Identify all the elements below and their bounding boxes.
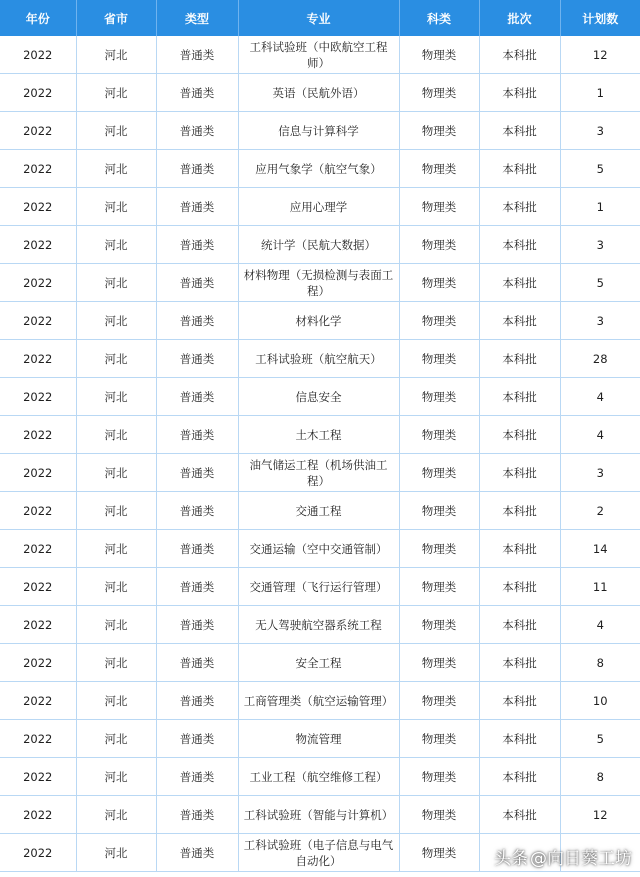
cell-subject: 物理类 xyxy=(399,492,479,530)
cell-year: 2022 xyxy=(0,644,76,682)
table-row xyxy=(0,682,640,720)
cell-major: 信息与计算科学 xyxy=(238,112,399,150)
cell-subject: 物理类 xyxy=(399,834,479,872)
cell-major: 英语（民航外语） xyxy=(238,74,399,112)
table-row xyxy=(0,340,640,378)
cell-major: 安全工程 xyxy=(238,644,399,682)
cell-batch: 本科批 xyxy=(479,492,560,530)
cell-batch: 本科批 xyxy=(479,150,560,188)
cell-major: 交通工程 xyxy=(238,492,399,530)
cell-major: 应用心理学 xyxy=(238,188,399,226)
cell-subject: 物理类 xyxy=(399,112,479,150)
cell-province: 河北 xyxy=(76,606,156,644)
cell-major: 物流管理 xyxy=(238,720,399,758)
cell-batch: 本科批 xyxy=(479,606,560,644)
cell-plan-count: 11 xyxy=(560,568,640,606)
cell-province: 河北 xyxy=(76,530,156,568)
table-header xyxy=(0,0,640,36)
cell-province: 河北 xyxy=(76,416,156,454)
cell-plan-count: 1 xyxy=(560,188,640,226)
cell-major: 信息安全 xyxy=(238,378,399,416)
table-row xyxy=(0,36,640,74)
table-row xyxy=(0,644,640,682)
table-row xyxy=(0,720,640,758)
table-row xyxy=(0,378,640,416)
cell-year: 2022 xyxy=(0,758,76,796)
cell-type: 普通类 xyxy=(156,568,238,606)
cell-batch: 本科批 xyxy=(479,416,560,454)
cell-year: 2022 xyxy=(0,226,76,264)
cell-major: 交通运输（空中交通管制） xyxy=(238,530,399,568)
cell-subject: 物理类 xyxy=(399,796,479,834)
cell-subject: 物理类 xyxy=(399,264,479,302)
cell-year: 2022 xyxy=(0,454,76,492)
cell-type: 普通类 xyxy=(156,378,238,416)
cell-subject: 物理类 xyxy=(399,758,479,796)
cell-province: 河北 xyxy=(76,36,156,74)
table-row xyxy=(0,758,640,796)
cell-plan-count: 3 xyxy=(560,112,640,150)
cell-type: 普通类 xyxy=(156,530,238,568)
cell-province: 河北 xyxy=(76,644,156,682)
cell-year: 2022 xyxy=(0,74,76,112)
cell-batch: 本科批 xyxy=(479,720,560,758)
table-row xyxy=(0,568,640,606)
cell-plan-count: 14 xyxy=(560,530,640,568)
cell-year: 2022 xyxy=(0,568,76,606)
cell-plan-count: 5 xyxy=(560,264,640,302)
table-row xyxy=(0,264,640,302)
watermark-author: @向日葵工坊 xyxy=(530,849,632,869)
cell-year: 2022 xyxy=(0,530,76,568)
table-row xyxy=(0,74,640,112)
cell-plan-count: 3 xyxy=(560,226,640,264)
table-row xyxy=(0,188,640,226)
cell-plan-count: 4 xyxy=(560,416,640,454)
cell-province: 河北 xyxy=(76,226,156,264)
cell-major: 统计学（民航大数据） xyxy=(238,226,399,264)
cell-province: 河北 xyxy=(76,454,156,492)
header-batch: 批次 xyxy=(479,0,560,36)
cell-major: 工商管理类（航空运输管理） xyxy=(238,682,399,720)
cell-major: 工科试验班（中欧航空工程师） xyxy=(238,36,399,74)
cell-year: 2022 xyxy=(0,606,76,644)
cell-year: 2022 xyxy=(0,796,76,834)
cell-type: 普通类 xyxy=(156,644,238,682)
cell-plan-count: 8 xyxy=(560,644,640,682)
cell-subject: 物理类 xyxy=(399,36,479,74)
cell-type: 普通类 xyxy=(156,74,238,112)
cell-batch: 本科批 xyxy=(479,36,560,74)
cell-batch: 本科批 xyxy=(479,644,560,682)
cell-subject: 物理类 xyxy=(399,530,479,568)
cell-subject: 物理类 xyxy=(399,188,479,226)
cell-province: 河北 xyxy=(76,264,156,302)
cell-subject: 物理类 xyxy=(399,416,479,454)
cell-batch: 本科批 xyxy=(479,530,560,568)
cell-province: 河北 xyxy=(76,568,156,606)
cell-province: 河北 xyxy=(76,758,156,796)
cell-type: 普通类 xyxy=(156,226,238,264)
cell-type: 普通类 xyxy=(156,302,238,340)
cell-type: 普通类 xyxy=(156,416,238,454)
cell-year: 2022 xyxy=(0,264,76,302)
cell-plan-count: 8 xyxy=(560,758,640,796)
table-row xyxy=(0,530,640,568)
cell-major: 材料物理（无损检测与表面工程） xyxy=(238,264,399,302)
table-row xyxy=(0,150,640,188)
cell-plan-count: 10 xyxy=(560,682,640,720)
cell-batch: 本科批 xyxy=(479,264,560,302)
table-row xyxy=(0,416,640,454)
cell-batch: 本科批 xyxy=(479,226,560,264)
cell-type: 普通类 xyxy=(156,150,238,188)
cell-province: 河北 xyxy=(76,720,156,758)
cell-year: 2022 xyxy=(0,36,76,74)
cell-year: 2022 xyxy=(0,682,76,720)
cell-batch: 本科批 xyxy=(479,188,560,226)
cell-major: 工业工程（航空维修工程） xyxy=(238,758,399,796)
cell-year: 2022 xyxy=(0,492,76,530)
cell-province: 河北 xyxy=(76,682,156,720)
cell-subject: 物理类 xyxy=(399,74,479,112)
header-subject: 科类 xyxy=(399,0,479,36)
cell-plan-count: 3 xyxy=(560,302,640,340)
table-row xyxy=(0,112,640,150)
cell-batch: 本科批 xyxy=(479,302,560,340)
cell-plan-count: 1 xyxy=(560,74,640,112)
cell-year: 2022 xyxy=(0,834,76,872)
cell-subject: 物理类 xyxy=(399,226,479,264)
cell-province: 河北 xyxy=(76,340,156,378)
cell-plan-count: 5 xyxy=(560,720,640,758)
cell-major: 材料化学 xyxy=(238,302,399,340)
cell-province: 河北 xyxy=(76,796,156,834)
header-type: 类型 xyxy=(156,0,238,36)
table-row xyxy=(0,454,640,492)
cell-type: 普通类 xyxy=(156,112,238,150)
cell-plan-count: 12 xyxy=(560,796,640,834)
cell-batch: 本科批 xyxy=(479,682,560,720)
cell-province: 河北 xyxy=(76,492,156,530)
cell-plan-count: 3 xyxy=(560,454,640,492)
cell-province: 河北 xyxy=(76,150,156,188)
cell-province: 河北 xyxy=(76,188,156,226)
cell-batch: 本科批 xyxy=(479,796,560,834)
cell-type: 普通类 xyxy=(156,682,238,720)
cell-major: 工科试验班（智能与计算机） xyxy=(238,796,399,834)
cell-type: 普通类 xyxy=(156,454,238,492)
table-body xyxy=(0,36,640,872)
header-row xyxy=(0,0,640,36)
cell-province: 河北 xyxy=(76,302,156,340)
watermark-brand: 头条 xyxy=(494,849,528,869)
cell-batch: 本科批 xyxy=(479,378,560,416)
header-year: 年份 xyxy=(0,0,76,36)
cell-subject: 物理类 xyxy=(399,682,479,720)
cell-province: 河北 xyxy=(76,378,156,416)
cell-type: 普通类 xyxy=(156,834,238,872)
cell-subject: 物理类 xyxy=(399,568,479,606)
table-row xyxy=(0,492,640,530)
cell-type: 普通类 xyxy=(156,758,238,796)
cell-major: 交通管理（飞行运行管理） xyxy=(238,568,399,606)
cell-province: 河北 xyxy=(76,74,156,112)
cell-type: 普通类 xyxy=(156,188,238,226)
cell-year: 2022 xyxy=(0,112,76,150)
cell-type: 普通类 xyxy=(156,340,238,378)
cell-major: 无人驾驶航空器系统工程 xyxy=(238,606,399,644)
table-row xyxy=(0,226,640,264)
cell-subject: 物理类 xyxy=(399,720,479,758)
cell-year: 2022 xyxy=(0,378,76,416)
cell-subject: 物理类 xyxy=(399,378,479,416)
cell-plan-count: 28 xyxy=(560,340,640,378)
cell-year: 2022 xyxy=(0,340,76,378)
cell-plan-count: 4 xyxy=(560,378,640,416)
cell-subject: 物理类 xyxy=(399,302,479,340)
cell-plan-count: 12 xyxy=(560,36,640,74)
table-row xyxy=(0,302,640,340)
header-plan-count: 计划数 xyxy=(560,0,640,36)
cell-subject: 物理类 xyxy=(399,340,479,378)
cell-year: 2022 xyxy=(0,720,76,758)
cell-province: 河北 xyxy=(76,112,156,150)
cell-major: 工科试验班（电子信息与电气自动化） xyxy=(238,834,399,872)
cell-plan-count: 5 xyxy=(560,150,640,188)
cell-batch: 本科批 xyxy=(479,74,560,112)
cell-year: 2022 xyxy=(0,416,76,454)
cell-type: 普通类 xyxy=(156,36,238,74)
header-major: 专业 xyxy=(238,0,399,36)
cell-batch: 本科批 xyxy=(479,568,560,606)
cell-subject: 物理类 xyxy=(399,606,479,644)
cell-year: 2022 xyxy=(0,188,76,226)
cell-type: 普通类 xyxy=(156,720,238,758)
cell-province: 河北 xyxy=(76,834,156,872)
cell-batch: 本科批 xyxy=(479,112,560,150)
cell-major: 应用气象学（航空气象） xyxy=(238,150,399,188)
cell-plan-count: 4 xyxy=(560,606,640,644)
header-province: 省市 xyxy=(76,0,156,36)
cell-year: 2022 xyxy=(0,150,76,188)
cell-type: 普通类 xyxy=(156,796,238,834)
cell-plan-count: 2 xyxy=(560,492,640,530)
cell-batch: 本科批 xyxy=(479,454,560,492)
cell-batch: 本科批 xyxy=(479,758,560,796)
cell-major: 工科试验班（航空航天） xyxy=(238,340,399,378)
cell-subject: 物理类 xyxy=(399,150,479,188)
watermark xyxy=(494,844,632,869)
cell-major: 土木工程 xyxy=(238,416,399,454)
cell-year: 2022 xyxy=(0,302,76,340)
cell-batch: 本科批 xyxy=(479,340,560,378)
table-row xyxy=(0,796,640,834)
table-row xyxy=(0,606,640,644)
cell-type: 普通类 xyxy=(156,492,238,530)
cell-type: 普通类 xyxy=(156,606,238,644)
cell-subject: 物理类 xyxy=(399,454,479,492)
cell-type: 普通类 xyxy=(156,264,238,302)
cell-subject: 物理类 xyxy=(399,644,479,682)
cell-major: 油气储运工程（机场供油工程） xyxy=(238,454,399,492)
